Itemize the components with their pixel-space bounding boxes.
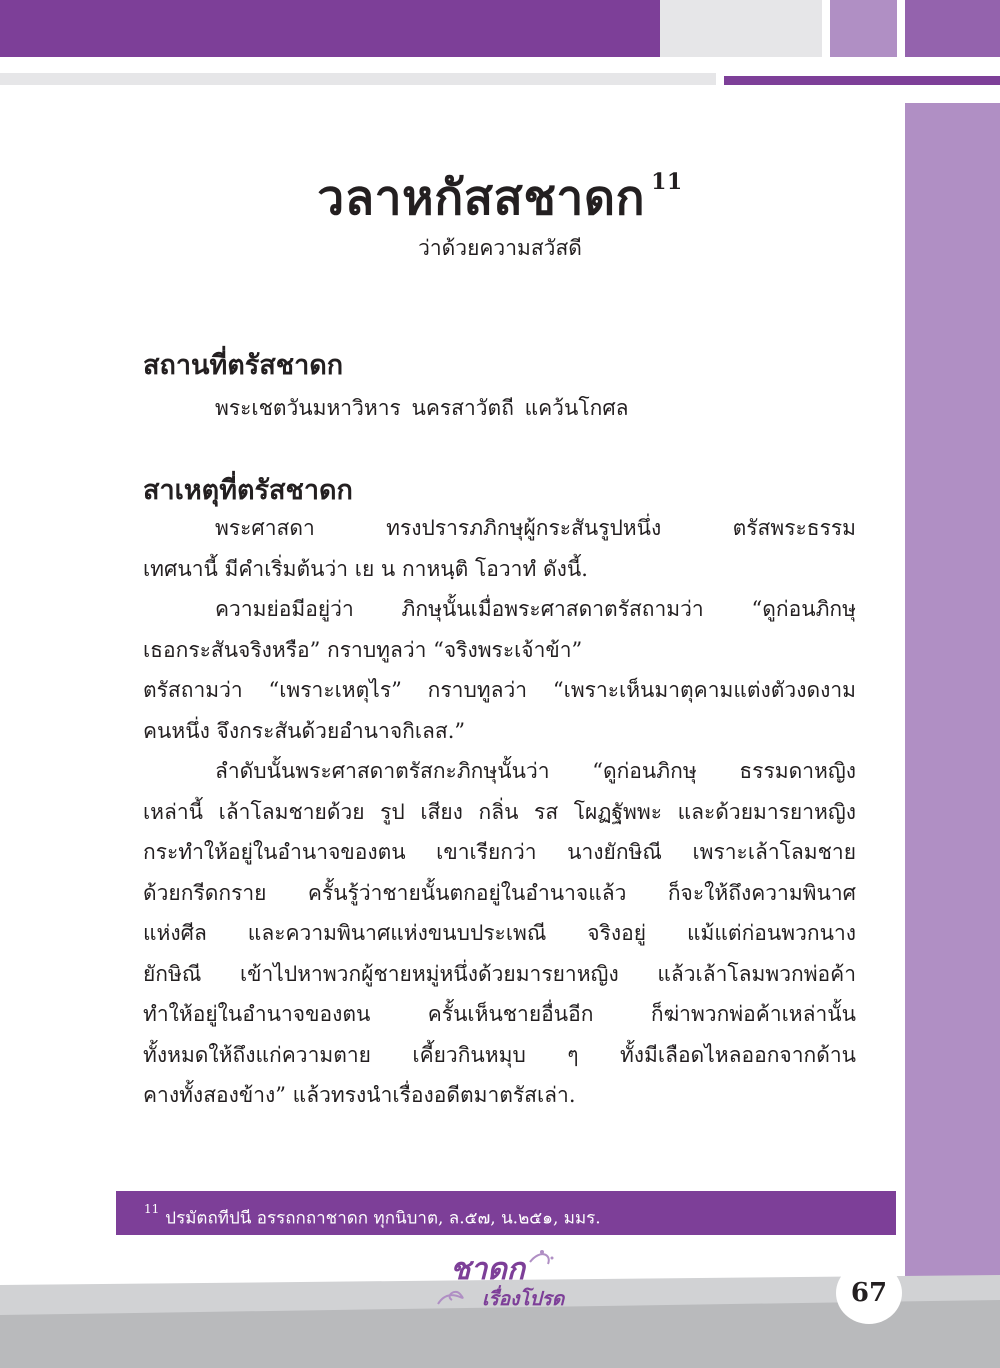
section-heading-cause: สาเหตุที่ตรัสชาดก (143, 475, 353, 506)
header-band-grey (660, 0, 822, 57)
body-line: คนหนึ่ง จึงกระสันด้วยอำนาจกิเลส.” (143, 718, 466, 743)
header-rule-purple (724, 76, 1000, 85)
body-line: กระทำให้อยู่ในอำนาจของตน เขาเรียกว่า นางยักษิณี เพราะเล้าโลมชาย (143, 840, 856, 864)
page-title: วลาหกัสสชาดก $^{11}$ (317, 169, 683, 226)
header-rule-grey (0, 73, 716, 85)
body-line: ด้วยกรีดกราย ครั้นรู้ว่าชายนั้นตกอยู่ในอำนาจแล้ว ก็จะให้ถึงความพินาศ (143, 880, 856, 905)
page-subtitle: ว่าด้วยความสวัสดี (418, 236, 582, 260)
body-line: เธอกระสันจริงหรือ” กราบทูลว่า “จริงพระเจ้าข้า” (143, 637, 583, 662)
body-line: เทศนานี้ มีคำเริ่มต้นว่า เย น กาหนฺติ โอวาทํ ดังนี้. (143, 556, 588, 581)
body-line: ตรัสถามว่า “เพราะเหตุไร” กราบทูลว่า “เพราะเห็นมาตุคามแต่งตัวงดงาม (143, 678, 856, 702)
header-band-purple (0, 0, 660, 57)
footnote-number: 11 (144, 1202, 160, 1216)
body-line: ทำให้อยู่ในอำนาจของตน ครั้นเห็นชายอื่นอีก ก็ฆ่าพวกพ่อค้าเหล่านั้น (143, 1002, 856, 1026)
body-line: ยักษิณี เข้าไปหาพวกผู้ชายหมู่หนึ่งด้วยมารยาหญิง แล้วเล้าโลมพวกพ่อค้า (143, 961, 856, 986)
body-line: ความย่อมีอยู่ว่า ภิกษุนั้นเมื่อพระศาสดาตรัสถามว่า “ดูก่อนภิกษุ (215, 597, 856, 621)
body-line: คางทั้งสองข้าง” แล้วทรงนำเรื่องอดีตมาตรัสเล่า. (143, 1083, 576, 1107)
place-text: พระเชตวันมหาวิหาร นครสาวัตถี แคว้นโกศล (215, 396, 629, 420)
logo-sub-text: เรื่องโปรด (482, 1288, 565, 1310)
body-line: พระศาสดา ทรงปรารภภิกษุผู้กระสันรูปหนึ่ง ตรัสพระธรรม (215, 516, 856, 540)
page-number: 67 (836, 1262, 902, 1324)
logo-main-text: ชาดก (450, 1252, 525, 1287)
footnote-text: ปรมัตถทีปนี อรรถกถาชาดก ทุกนิบาต, ล.๕๗, น.๒๕๑, มมร. (165, 1208, 601, 1229)
book-logo (430, 1244, 565, 1314)
header-band-lavender (830, 0, 897, 57)
section-heading-place: สถานที่ตรัสชาดก (143, 350, 344, 381)
footnote-bar (116, 1191, 896, 1235)
body-line: ลำดับนั้นพระศาสดาตรัสกะภิกษุนั้นว่า “ดูก่อนภิกษุ ธรรมดาหญิง (215, 759, 856, 783)
body-line: ทั้งหมดให้ถึงแก่ความตาย เคี้ยวกินหมุบ ๆ ทั้งมีเลือดไหลออกจากด้าน (143, 1042, 856, 1067)
title-footnote-ref: 11 (651, 169, 683, 195)
side-bar-lavender (905, 103, 1000, 1203)
header-band-violet (905, 0, 1000, 57)
body-text (143, 508, 856, 1116)
body-line: แห่งศีล และความพินาศแห่งขนบประเพณี จริงอยู่ แม้แต่ก่อนพวกนาง (143, 921, 856, 945)
body-line: เหล่านี้ เล้าโลมชายด้วย รูป เสียง กลิ่น รส โผฏฐัพพะ และด้วยมารยาหญิง (143, 799, 856, 824)
